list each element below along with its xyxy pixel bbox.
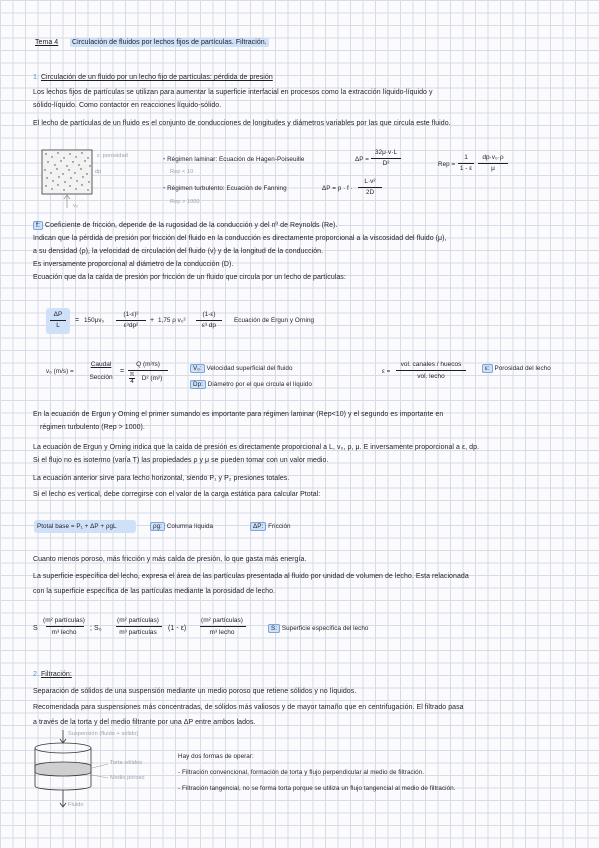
page-title: Circulación de fluidos por lechos fijos de partículas. Filtración. — [72, 39, 267, 46]
ergun-lhs-num: ΔP — [53, 311, 63, 318]
fanning-den: 2D — [365, 189, 375, 196]
paragraph-line: Indican que la pérdida de presión por fricción del fluido en la conducción es directamente proporcional a la viscosidad del fluido (μ), — [33, 235, 447, 242]
mode-conventional: - Filtración convencional, formación de torta y flujo perpendicular al medio de filtración. — [178, 769, 425, 776]
surface-porosity-term: (1 - ε) — [168, 625, 187, 632]
paragraph-line: En la ecuación de Ergun y Orning el primer sumando es importante para régimen laminar (Rep<10) y el segundo es importante en — [33, 411, 444, 418]
v0-equals: = — [120, 368, 125, 375]
paragraph-line: a través de la torta y del medio filtrante por una ΔP entre ambos lados. — [33, 719, 256, 726]
paragraph-line: La superficie específica del lecho, expresa el área de las partículas presentada al fluido por unidad de volumen de lecho. Esta relacionada — [33, 573, 469, 580]
paragraph-line: El lecho de partículas de un fluido es el conjunto de conducciones de longitudes y diámetros variables por las que circula este fluido. — [33, 120, 451, 127]
porosity-eq-lhs: ε = — [382, 368, 391, 375]
paragraph-line: La ecuación de Ergun y Orning indica que la caída de presión es directamente proporcional a L, v₀, ρ, μ. E inversamente proporcional a ε, dp. — [33, 444, 480, 451]
v0-f2-den-4: 4 — [130, 378, 134, 385]
ptotal-equation: Ptotal base = P₁ + ΔP + ρgL — [37, 523, 117, 530]
surface-c-den: m³ lecho — [209, 629, 235, 636]
v0-definition: V₀: Velocidad superficial del fluido — [190, 364, 293, 373]
paragraph-line: Si el lecho es vertical, debe corregirse con el valor de la carga estática para calcular Ptotal: — [33, 491, 321, 498]
paragraph-line: a su densidad (ρ), la velocidad de circulación del fluido (v) y de la longitud de la conducción. — [33, 248, 324, 255]
reynolds-lhs: Rep = — [438, 161, 456, 168]
ergun-equals: = — [75, 317, 80, 324]
paragraph-line: Es inversamente proporcional al diámetro de la conducción (D). — [33, 261, 234, 268]
paragraph-line: Ecuación que da la caída de presión por fricción de un fluido que circula por un lecho de partículas: — [33, 274, 346, 281]
ergun-term2-num: (1-ε) — [202, 311, 216, 318]
hagen-poiseuille-num: 32μ·v·L — [374, 149, 398, 156]
surface-a-num: (m² partículas) — [43, 617, 85, 624]
deltap-definition: ΔP: Fricción — [250, 522, 291, 531]
porosity-definition: ε: Porosidad del lecho — [482, 364, 551, 373]
hagen-poiseuille-den: D² — [382, 160, 390, 167]
modes-intro: Hay dos formas de operar: — [178, 753, 254, 760]
fraction-bar — [371, 158, 401, 159]
paragraph-line: Recomendada para suspensiones más concentradas, de sólidos más valiosos y de mayor tamaño que en centrifugación. El filtrado pasa — [33, 704, 464, 711]
fraction-bar — [396, 370, 466, 371]
porosity-eq-num: vol. canales / huecos — [400, 361, 462, 368]
ergun-label: Ecuación de Ergun y Orning — [234, 317, 315, 324]
section-2-heading: 2. Filtración: — [33, 671, 72, 678]
paragraph-line: régimen turbulento (Rep > 1000). — [40, 424, 145, 431]
hagen-poiseuille-lhs: ΔP = — [355, 156, 369, 163]
filter-drawing — [28, 728, 108, 810]
fraction-bar — [50, 320, 66, 321]
ergun-term2-den: ε³ dp — [201, 322, 217, 329]
turbulent-regime: • Régimen turbulento: Ecuación de Fanning — [163, 185, 287, 192]
ergun-plus: + — [150, 317, 155, 324]
fraction-bar — [200, 626, 246, 627]
fanning-num: L·v² — [364, 178, 376, 185]
tema-label: Tema 4 — [35, 39, 59, 46]
cake-label: Torta sólidos — [110, 760, 143, 766]
friction-coefficient-def: f: Coeficiente de fricción, depende de la rugosidad de la conducción y del nº de Reynolds (Re). — [33, 221, 337, 230]
fraction-bar — [46, 626, 84, 627]
flow-label: v₀ — [73, 203, 79, 209]
fraction-bar — [196, 320, 222, 321]
fraction-bar — [128, 370, 168, 371]
ergun-term1-prefix: 150μv₀ — [84, 317, 105, 324]
fraction-bar — [358, 187, 382, 188]
paragraph-line: Cuanto menos poroso, más fricción y más caída de presión, lo que gasta más energía. — [33, 556, 307, 563]
surface-s0: ; S₀ — [90, 625, 102, 632]
fraction-bar — [116, 626, 162, 627]
surface-b-den: m³ partículas — [119, 629, 157, 636]
fraction-bar — [458, 163, 474, 164]
reynolds-b-den: μ — [491, 165, 495, 172]
paragraph-line: La ecuación anterior sirve para lecho horizontal, siendo P₁ y P₂ presiones totales. — [33, 475, 290, 482]
v0-f2-den-pi: π — [129, 371, 135, 378]
ergun-lhs-den: L — [56, 322, 60, 329]
v0-f1-den: Sección — [89, 374, 113, 381]
fraction-bar — [478, 163, 508, 164]
section-1-heading: 1. Circulación de un fluido por un lecho fijo de partículas: pérdida de presión — [33, 74, 273, 81]
surface-s: S — [33, 625, 38, 632]
v0-lhs: v₀ (m/s) = — [46, 368, 74, 375]
ergun-term1-den: ε³dp² — [123, 322, 139, 329]
ergun-term2-prefix: 1,75 ρ v₀² — [158, 317, 186, 324]
porosity-eq-den: vol. lecho — [417, 373, 445, 380]
reynolds-a-den: 1 - ε — [459, 165, 473, 172]
rhog-definition: ρg: Columna líquida — [150, 522, 213, 531]
surface-a-den: m³ lecho — [51, 629, 77, 636]
filter-figure — [28, 728, 108, 810]
ergun-term1-num: (1-ε)² — [123, 311, 139, 318]
mode-tangential: - Filtración tangencial, no se forma torta porque se utiliza un flujo tangencial al medio de filtración. — [178, 785, 456, 792]
laminar-regime: • Régimen laminar: Ecuación de Hagen-Poiseuille — [163, 156, 305, 163]
fraction-bar — [116, 320, 146, 321]
paragraph-line: Separación de sólidos de una suspensión mediante un medio poroso que retiene sólidos y no líquidos. — [33, 688, 357, 695]
dp-definition: Dp: Diámetro por el que circula el líquido — [190, 380, 312, 389]
turbulent-condition: Rep > 1000 — [170, 199, 200, 205]
paragraph-line: Los lechos fijos de partículas se utilizan para aumentar la superficie interfacial en procesos como la extracción líquido-líquido y — [33, 89, 433, 96]
filter-medium-label: Medio poroso — [110, 775, 145, 781]
surface-definition: S: Superficie específica del lecho — [268, 624, 368, 633]
reynolds-a-num: 1 — [464, 154, 468, 161]
porosity-label: ε: porosidad — [97, 153, 128, 159]
surface-c-num: (m² partículas) — [201, 617, 243, 624]
packed-bed-drawing — [36, 148, 98, 212]
suspension-label: Suspensión (fluido + sólido) — [68, 731, 139, 737]
fanning-lhs: ΔP = p · f · — [322, 185, 353, 192]
surface-b-num: (m² partículas) — [117, 617, 159, 624]
laminar-condition: Rep < 10 — [170, 169, 194, 175]
v0-f2-num: Q (m³/s) — [136, 361, 160, 368]
reynolds-b-num: dp·v₀·ρ — [482, 154, 504, 161]
paragraph-line: sólido-líquido. Como contactor en reacciones líquido-sólido. — [33, 102, 222, 109]
dp-label: dp — [95, 169, 102, 175]
v0-f2-den-d: D² (m²) — [141, 375, 163, 382]
paragraph-line: Si el flujo no es isotermo (varía T) las propiedades ρ y μ se pueden tomar con un valor medio. — [33, 457, 329, 464]
filtrate-label: Fluido — [68, 802, 84, 808]
paragraph-line: con la superficie específica de las partículas mediante la porosidad de lecho. — [33, 588, 276, 595]
v0-f1-num: Caudal — [90, 361, 112, 368]
packed-bed-figure — [36, 148, 98, 212]
